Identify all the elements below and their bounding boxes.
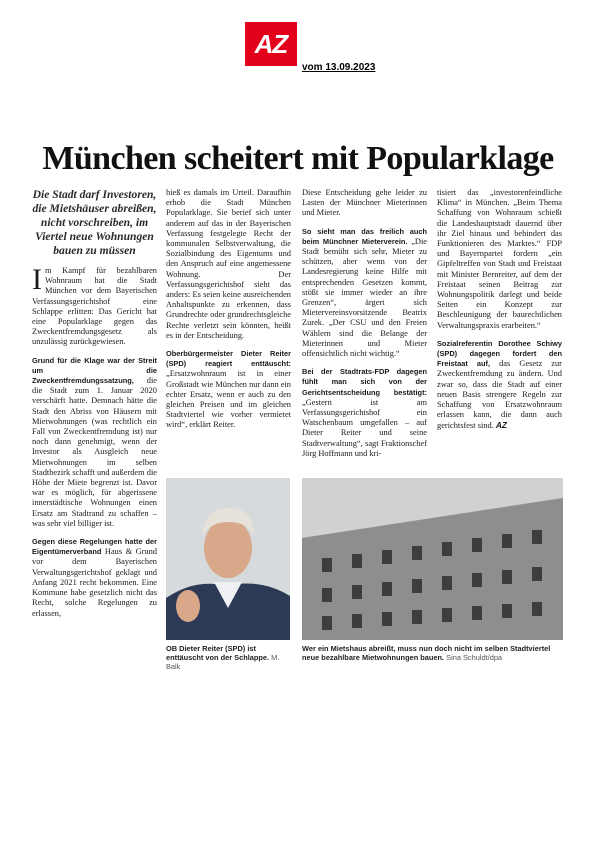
author-signature: AZ: [495, 420, 508, 431]
paragraph: [32, 537, 157, 619]
photo-caption: [166, 644, 290, 671]
paragraph-text: „Ersatzwohnraum ist in einer Großstadt wie München nur dann ein echter Ersatz, wenn er auch zu den gleichen Preisen und im gleichen Stadtviertel wie vorher vermietet wird“, erklärt Reiter.: [166, 369, 291, 430]
paragraph-text: das Gesetz zur Zweckentfremdung zu ändern. Und zwar so, dass die Stadt auf einer neuen Basis strengere Regeln zur Schaffung von Ersatzwohnraum erlassen kann, die dann auch gerichtsfest sind.: [437, 359, 562, 431]
photo-caption: [302, 644, 563, 662]
photo-credit: Sina Schuldt/dpa: [446, 653, 503, 662]
column-1: [32, 188, 157, 627]
paragraph-text: „Gestern ist am Verfassungsgerichtshof ein Watschenbaum umgefallen – auf Dieter Reiter und seine Stadtverwaltung“, sagt Fraktionschef Jörg Hoffmann und kri-: [302, 397, 427, 458]
paragraph-lead-in: Sozialreferentin Dorothee Schiwy (SPD) dagegen fordert den Freistaat auf,: [437, 338, 562, 369]
paragraph: [302, 227, 427, 360]
paragraph: [302, 367, 427, 459]
dek: Die Stadt darf Investoren, die Mietshäuser abreißen, nicht vorschreiben, im Viertel neue Wohnungen bauen zu müssen: [32, 188, 157, 257]
paragraph: [32, 356, 157, 529]
paragraph: [166, 349, 291, 431]
az-logo: [245, 22, 297, 66]
paragraph-lead-in: So sieht man das freilich auch beim Münchner Mieterverein.: [302, 226, 427, 246]
paragraph-lead-in: Grund für die Klage war der Streit um die Zweckentfremdungssatzung,: [32, 355, 157, 386]
paragraph-lead-in: Bei der Stadtrats-FDP dagegen fühlt man sich von der Gerichtsentscheidung bestätigt:: [302, 367, 427, 397]
paragraph-lead-in: Gegen diese Regelungen hatte der Eigentümerverband: [32, 537, 157, 557]
paragraph-text: hieß es damals im Urteil. Daraufhin erhob die Stadt München Popularklage. Sie berief sich unter anderem auf das in der Bayerischen Verfassung festgelegte Recht der kommunalen Selbstverwaltung, die Sozialbindung des Eigentums und den Anspruch auf eine angemessene Wohnung. Der Verfassungsgerichtshof sieht das anders: Es seien keine ausreichenden Anhaltspunkte zu erkennen, dass Grundrechte oder grundrechtsgleiche Rechte verletzt sein könnten, heißt es in der Entscheidung.: [166, 188, 291, 340]
headline: München scheitert mit Popularklage: [42, 140, 554, 177]
photo-credit: M. Balk: [166, 653, 280, 671]
paragraph-text: „Die Stadt bemüht sich sehr, Mieter zu schützen, aber wenn von der Landesregierung keine Hilfe mit entsprechenden Gesetzen kommt, stößt sie immer wieder an ihre Grenzen“, ärgert sich Mietervereinsvorsitzende Beatrix Zurek. „Der CSU und den Freien Wählern sind die Belange der Mieterinnen und Mieter offensichtlich nicht wichtig.“: [302, 236, 427, 359]
column-4: [437, 188, 562, 440]
column-3: [302, 188, 427, 467]
paragraph-text: die die Stadt zum 1. Januar 2020 verschärft hatte. Demnach hätte die Stadt den Abriss von Häusern mit Mietwohnungen (was rechtlich ein Fall von Zweckentfremdung ist) nur noch dann genehmigt, wenn der Investor als Ausgleich neue Mietwohnungen im selben Stadtbezirk schafft und außerdem die Höhe der Miete begrenzt ist. Davor war es möglich, für abgerissene innerstädtische Wohnungen einen Ersatz am Stadtrand zu schaffen – was sehr viel billiger ist.: [32, 376, 157, 528]
paragraph-text: tisiert das „investorenfeindliche Klima“ in München. „Beim Thema Schaffung von Wohnraum schießt die Landeshauptstadt dauernd über ihr Ziel hinaus und behindert das Funktionieren des Marktes.“ FDP und Bayernpartei fordern „ein Gipfeltreffen von Stadt und Freistaat mit Minister Bernreiter, auf dem der Freistaat seinen Beitrag zur Wohnungspolitik darlegt und beide Seiten ein Konzept zur Beschleunigung der baurechtlichen Verwaltungspraxis erarbeiten.“: [437, 188, 562, 330]
logo-text: AZ: [254, 28, 288, 59]
portrait-photo: [166, 478, 290, 640]
paragraph: [437, 339, 562, 432]
publication-date: vom 13.09.2023: [302, 62, 376, 73]
column-2: [166, 188, 291, 439]
lead-paragraph: Im Kampf für bezahlbaren Wohnraum hat die Stadt München vor dem Bayerischen Verfassungsgerichtshof eine Schlappe erlitten: Das Gericht hat eine Popularklage gegen das Zweckentfremdungsgesetz als unzulässig zurückgewiesen.: [32, 263, 157, 347]
caption-text: Wer ein Mietshaus abreißt, muss nun doch nicht im selben Stadtviertel neue bezahlbare Mietwohnungen bauen.: [302, 644, 551, 662]
paragraph-text: Diese Entscheidung gehe leider zu Lasten der Münchner Mieterinnen und Mieter.: [302, 188, 427, 218]
caption-text: OB Dieter Reiter (SPD) ist enttäuscht von der Schlappe.: [166, 644, 270, 662]
paragraph-lead-in: Oberbürgermeister Dieter Reiter (SPD) reagiert enttäuscht:: [166, 349, 291, 369]
paragraph-text: Haus & Grund vor dem Bayerischen Verwaltungsgerichtshof geklagt und Anfang 2021 recht bekommen. Eine Kommune habe gesetzlich nicht das Recht, solche Regelungen zu erlassen,: [32, 547, 157, 618]
building-photo: [302, 478, 563, 640]
